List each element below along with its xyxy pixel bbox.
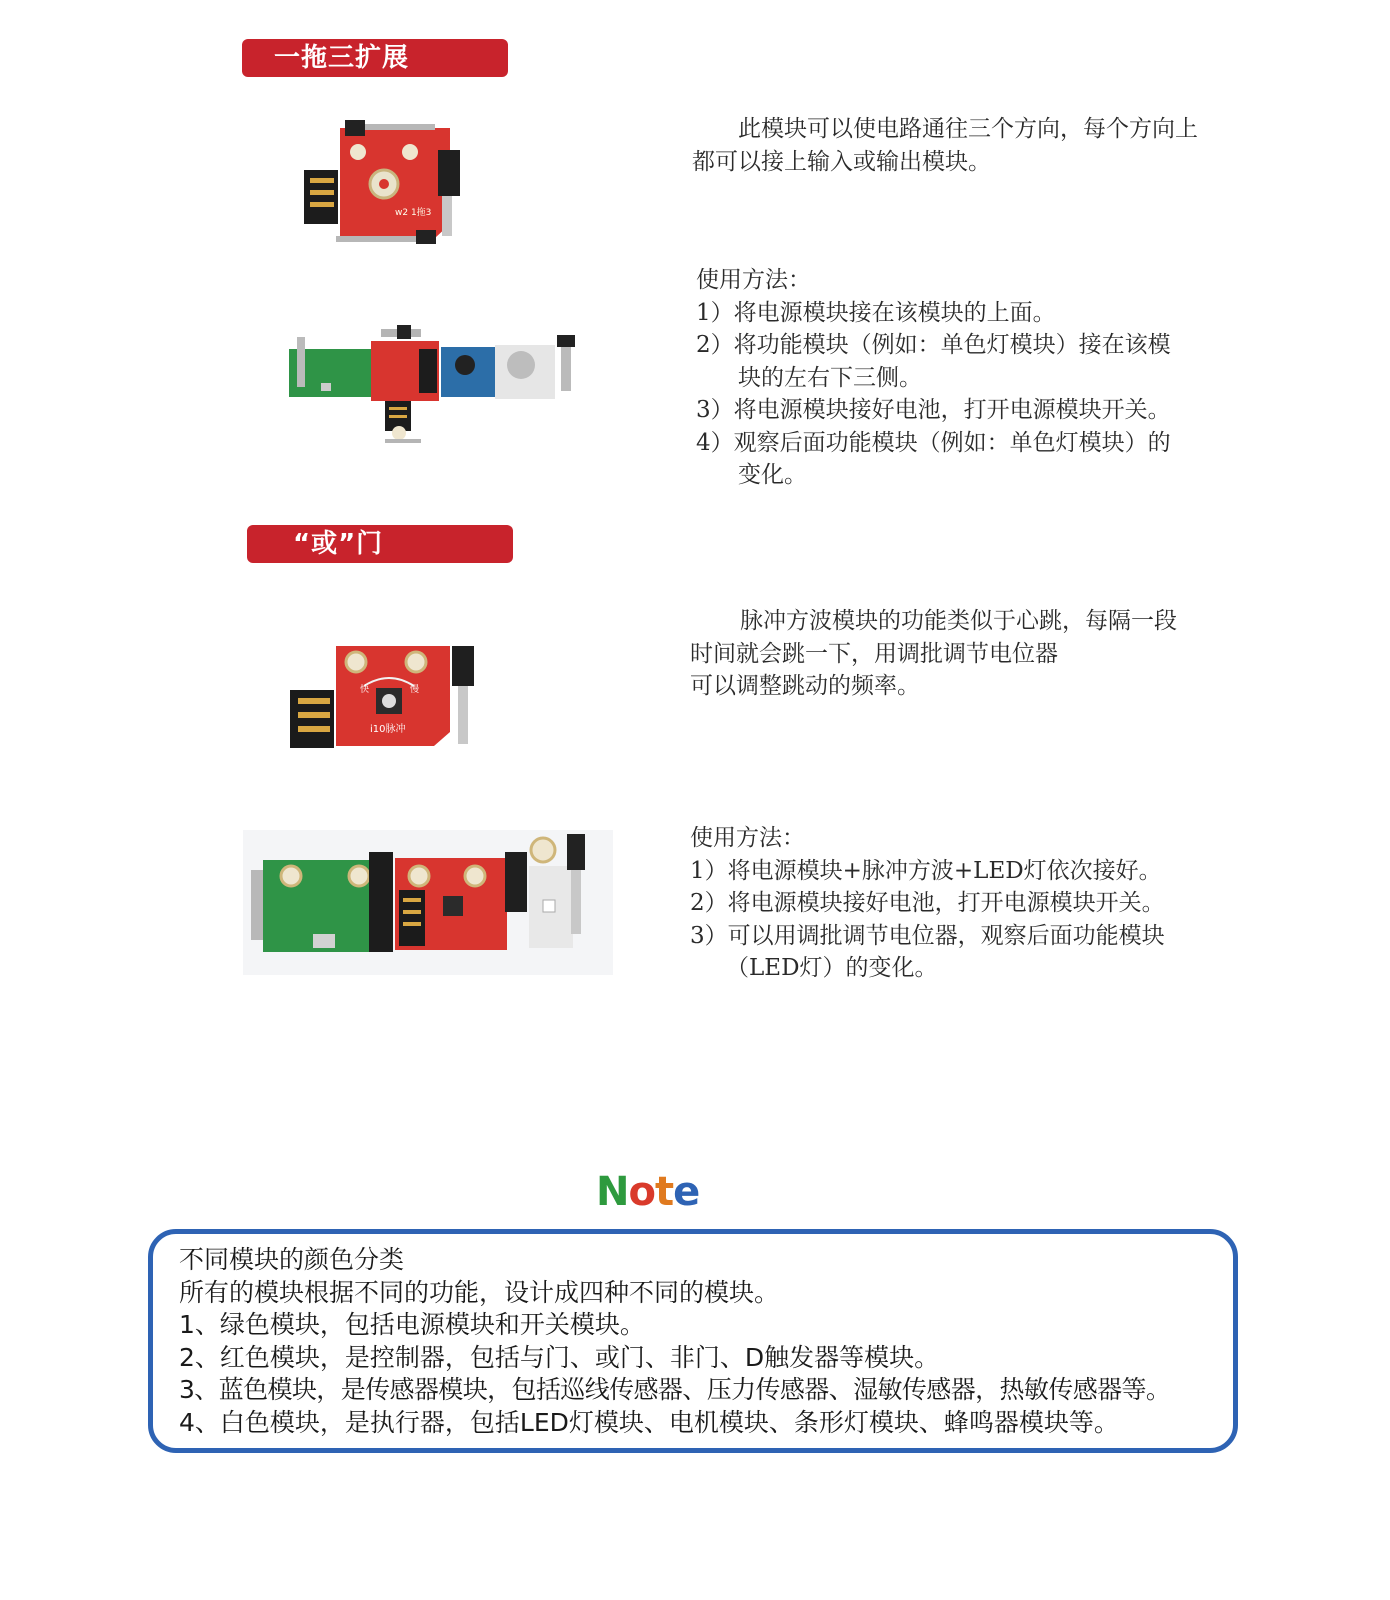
section-banner-or-gate: “或”门 [247, 525, 513, 563]
note-letter: e [673, 1169, 700, 1215]
note-heading: 不同模块的颜色分类 [179, 1245, 405, 1274]
board-label: w2 1拖3 [395, 208, 432, 218]
usage-step: （LED灯）的变化。 [726, 955, 938, 981]
board-label: i10脉冲 [370, 724, 406, 735]
note-letter: N [596, 1169, 629, 1215]
note-title [596, 1168, 699, 1216]
usage-step: 1）将电源模块接在该模块的上面。 [696, 299, 1056, 326]
expansion-usage [696, 264, 1171, 492]
section-banner-expansion: 一拖三扩展 [242, 39, 508, 77]
pulse-board-photo [290, 640, 490, 760]
board-fast-label: 快 [360, 685, 370, 695]
pulse-usage [690, 822, 1165, 985]
usage-step: 变化。 [738, 462, 807, 488]
note-line: 1、绿色模块，包括电源模块和开关模块。 [179, 1310, 645, 1339]
note-letter: t [654, 1169, 674, 1215]
note-line: 所有的模块根据不同的功能，设计成四种不同的模块。 [179, 1277, 780, 1307]
expansion-description [692, 113, 1198, 178]
usage-step: 块的左右下三侧。 [738, 364, 922, 391]
assembled-modules-photo [285, 325, 590, 450]
usage-step: 2）将功能模块（例如：单色灯模块）接在该模 [696, 332, 1171, 358]
usage-step: 3）将电源模块接好电池，打开电源模块开关。 [696, 397, 1171, 423]
note-letter: o [628, 1169, 655, 1215]
usage-step: 4）观察后面功能模块（例如：单色灯模块）的 [696, 429, 1171, 456]
note-line: 4、白色模块，是执行器，包括LED灯模块、电机模块、条形灯模块、蜂鸣器模块等。 [179, 1407, 1119, 1437]
expansion-board-photo [300, 112, 480, 252]
note-line: 2、红色模块，是控制器，包括与门、或门、非门、D触发器等模块。 [179, 1342, 940, 1372]
note-box [148, 1229, 1238, 1453]
pulse-description [690, 605, 1177, 703]
usage-step: 3）可以用调批调节电位器，观察后面功能模块 [690, 922, 1165, 949]
board-slow-label: 慢 [410, 685, 420, 695]
desc-line: 时间就会跳一下，用调批调节电位器 [690, 640, 1058, 667]
usage-step: 2）将电源模块接好电池，打开电源模块开关。 [690, 890, 1165, 916]
desc-line: 此模块可以使电路通往三个方向，每个方向上 [738, 116, 1198, 142]
usage-title: 使用方法： [696, 267, 811, 293]
usage-title: 使用方法： [690, 825, 805, 851]
usage-step: 1）将电源模块+脉冲方波+LED灯依次接好。 [690, 857, 1162, 884]
note-line: 3、蓝色模块，是传感器模块，包括巡线传感器、压力传感器、湿敏传感器，热敏传感器等。 [179, 1375, 1171, 1404]
desc-line: 可以调整跳动的频率。 [690, 673, 920, 699]
desc-line: 都可以接上输入或输出模块。 [692, 148, 991, 175]
desc-line: 脉冲方波模块的功能类似于心跳，每隔一段 [740, 608, 1177, 634]
chained-modules-photo [243, 830, 613, 975]
